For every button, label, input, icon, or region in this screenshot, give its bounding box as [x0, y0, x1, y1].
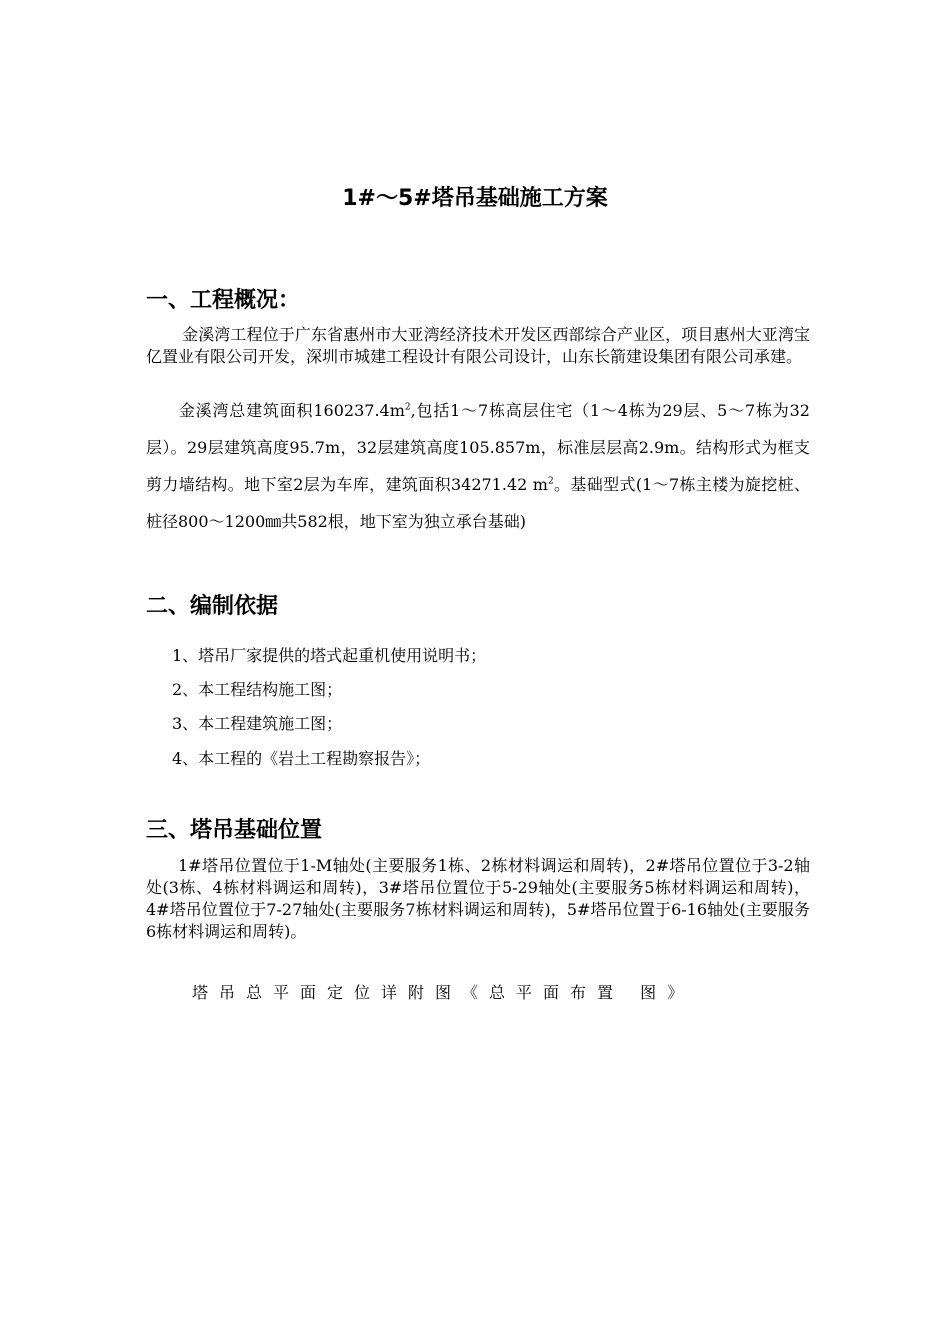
- section-1-paragraph-2: [146, 392, 810, 540]
- section-2-heading: 二、编制依据: [146, 594, 279, 619]
- basis-list-item: 3、本工程建筑施工图；: [172, 714, 343, 733]
- section-1-paragraph-2-text-a: 金溪湾总建筑面积160237.4m: [178, 401, 405, 420]
- section-1-paragraph-2-text-c: 。基础型式(1～7栋主楼为旋挖桩、桩径800～1200㎜共582根，地下室为独立承台基础): [146, 475, 810, 531]
- superscript-squared: 2: [404, 402, 411, 413]
- layout-drawing-reference: 塔吊总平面定位详附图《总平面布置 图》: [192, 983, 695, 1002]
- section-1-paragraph-1-text: 金溪湾工程位于广东省惠州市大亚湾经济技术开发区西部综合产业区，项目惠州大亚湾宝亿置业有限公司开发，深圳市城建工程设计有限公司设计，山东长箭建设集团有限公司承建。: [146, 325, 810, 366]
- basis-list-item: 4、本工程的《岩土工程勘察报告》；: [172, 749, 431, 768]
- section-3-paragraph-text: 1#塔吊位置位于1-M轴处(主要服务1栋、2栋材料调运和周转)，2#塔吊位置位于3-2轴处(3栋、4栋材料调运和周转)，3#塔吊位置位于5-29轴处(主要服务5栋材料调运和周转)，4#塔吊位置位于7-27轴处(主要服务7栋材料调运和周转)，5#塔吊位置于6-16轴处(主要服务6栋材料调运和周转)。: [146, 856, 810, 941]
- section-1-paragraph-1: [146, 324, 810, 368]
- section-3-paragraph: [146, 855, 810, 943]
- section-1-heading: 一、工程概况：: [146, 288, 301, 313]
- document-title: 1#～5#塔吊基础施工方案: [342, 186, 608, 211]
- basis-list-item: 1、塔吊厂家提供的塔式起重机使用说明书；: [172, 646, 487, 665]
- section-3-heading: 三、塔吊基础位置: [146, 818, 323, 843]
- basis-list-item: 2、本工程结构施工图；: [172, 680, 343, 699]
- superscript-squared: 2: [547, 476, 554, 487]
- section-1-paragraph-2-text-b: ,包括1～7栋高层住宅（1～4栋为29层、5～7栋为32层）。29层建筑高度95.7m，32层建筑高度105.857m，标准层层高2.9m。结构形式为框支剪力墙结构。地下室2层为车库，建筑面积34271.42 m: [146, 401, 810, 494]
